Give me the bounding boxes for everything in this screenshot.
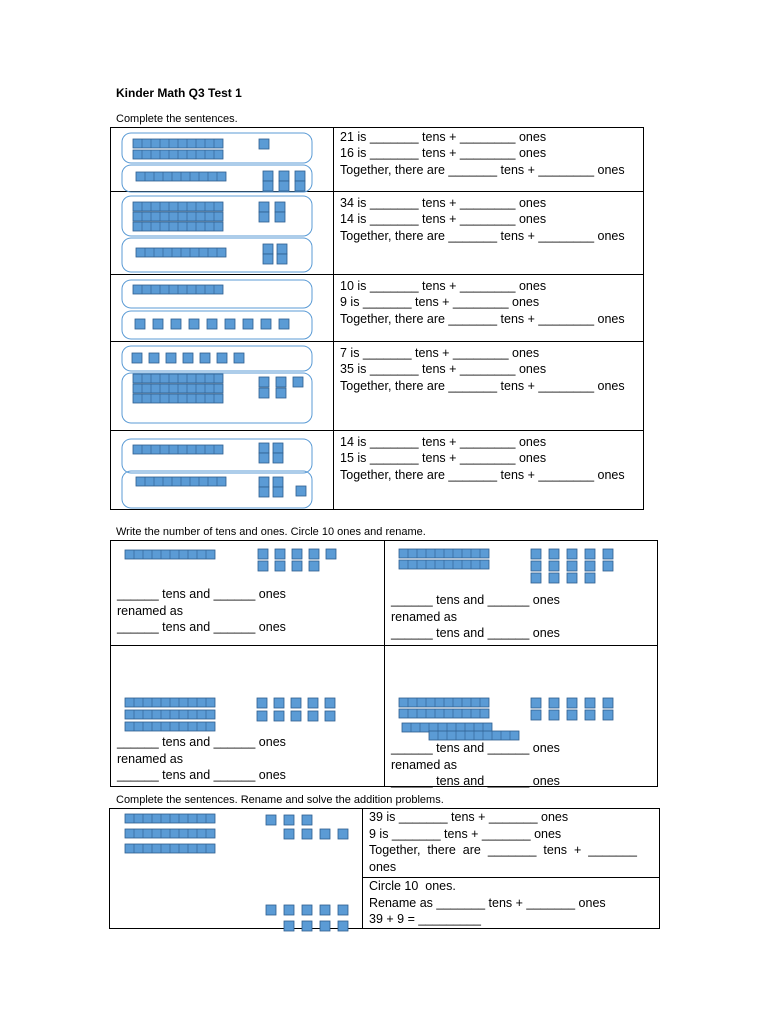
one-cube [217,353,227,363]
section1-table [110,127,644,510]
sentence-line: 14 is _______ tens + ________ ones [340,435,547,449]
sentence-row-4 [334,342,643,394]
one-cube [257,711,267,721]
one-cube [277,254,287,264]
sentence-row-1 [334,128,643,178]
one-cube [603,698,613,708]
one-cube [266,815,276,825]
one-cube [273,477,283,487]
one-cube [284,905,294,915]
one-cube [284,829,294,839]
section2-instruction: Write the number of tens and ones. Circle 10 ones and rename. [116,526,426,538]
sentence-line: Together, there are _______ tens + ________ ones [340,467,625,482]
one-cube [135,319,145,329]
rename-line: ______ tens and ______ ones [391,593,560,607]
rename-line: ______ tens and ______ ones [117,735,286,749]
one-cube [567,698,577,708]
one-cube [259,388,269,398]
one-cube [259,477,269,487]
sentence-line: Circle 10 ones. [369,879,456,893]
sentence-line: 9 is _______ tens + _______ ones [369,826,562,841]
one-cube [275,561,285,571]
one-cube [603,710,613,720]
sentence-line: 9 is _______ tens + ________ ones [340,295,540,310]
one-cube [293,377,303,387]
one-cube [585,573,595,583]
sentence-row-2 [334,192,643,244]
one-cube [275,549,285,559]
rename-line: renamed as [391,609,458,624]
sentence-line: 10 is _______ tens + ________ ones [340,279,547,293]
sentence-line: Rename as _______ tens + _______ ones [369,895,606,910]
one-cube [257,698,267,708]
one-cube [276,377,286,387]
one-cube [302,921,312,931]
one-cube [603,549,613,559]
one-cube [302,815,312,825]
sentence-line: Together, there are _______ tens + ________ ones [340,311,625,326]
section3-instruction: Complete the sentences. Rename and solve the addition problems. [116,794,444,806]
one-cube [292,561,302,571]
one-cube [259,453,269,463]
one-cube [132,353,142,363]
one-cube [274,698,284,708]
one-cube [295,181,305,191]
rename-cell-4 [391,740,560,790]
one-cube [338,905,348,915]
one-cube [166,353,176,363]
one-cube [567,573,577,583]
one-cube [261,319,271,329]
one-cube [277,244,287,254]
one-cube [259,377,269,387]
one-cube [259,487,269,497]
one-cube [258,549,268,559]
sentence-line: 21 is _______ tens + ________ ones [340,130,547,144]
addition-sentences [369,809,657,875]
section1-instruction: Complete the sentences. [116,113,238,125]
rename-line: renamed as [391,757,458,772]
one-cube [338,921,348,931]
rename-line: ______ tens and ______ ones [117,620,286,634]
one-cube [549,698,559,708]
one-cube [243,319,253,329]
rename-line: ______ tens and ______ ones [391,774,560,788]
one-cube [259,212,269,222]
section3-box [109,808,660,929]
rename-line: renamed as [117,603,184,618]
grouping-oval [122,439,312,473]
one-cube [273,453,283,463]
one-cube [279,181,289,191]
one-cube [320,829,330,839]
one-cube [567,710,577,720]
rename-line: ______ tens and ______ ones [391,741,560,755]
one-cube [273,487,283,497]
one-cube [279,171,289,181]
one-cube [325,698,335,708]
one-cube [292,549,302,559]
one-cube [549,710,559,720]
sentence-line: 34 is _______ tens + ________ ones [340,196,547,210]
one-cube [531,549,541,559]
one-cube [259,139,269,149]
one-cube [308,711,318,721]
rename-line: renamed as [117,751,184,766]
one-cube [531,698,541,708]
sentence-line: Together, there are _______ tens + _______ [369,843,637,857]
sentence-line: 39 + 9 = _________ [369,912,481,926]
sentence-line: 14 is _______ tens + ________ ones [340,212,547,227]
one-cube [326,549,336,559]
one-cube [531,573,541,583]
one-cube [549,561,559,571]
sentence-line: 16 is _______ tens + ________ ones [340,146,547,161]
one-cube [189,319,199,329]
one-cube [549,549,559,559]
one-cube [338,829,348,839]
sentence-line: 15 is _______ tens + ________ ones [340,451,547,466]
grouping-oval [122,471,312,508]
one-cube [585,549,595,559]
sentence-line: ones [369,859,397,874]
one-cube [234,353,244,363]
one-cube [291,698,301,708]
one-cube [275,202,285,212]
rename-and-solve [369,878,606,928]
one-cube [263,244,273,254]
sentence-row-3 [334,275,643,327]
one-cube [263,171,273,181]
one-cube [183,353,193,363]
one-cube [276,388,286,398]
sentence-line: Together, there are _______ tens + ________ ones [340,378,625,393]
one-cube [302,829,312,839]
one-cube [295,171,305,181]
one-cube [309,549,319,559]
one-cube [567,561,577,571]
one-cube [585,710,595,720]
rename-cell-2 [391,592,560,642]
rename-line: ______ tens and ______ ones [117,587,286,601]
rename-cell-3 [117,734,286,784]
one-cube [153,319,163,329]
one-cube [585,698,595,708]
one-cube [302,905,312,915]
one-cube [259,202,269,212]
one-cube [275,212,285,222]
one-cube [200,353,210,363]
one-cube [549,573,559,583]
one-cube [567,549,577,559]
sentence-line: 39 is _______ tens + _______ ones [369,810,569,824]
one-cube [284,921,294,931]
one-cube [603,561,613,571]
sentence-line: Together, there are _______ tens + ________ ones [340,228,625,243]
one-cube [284,815,294,825]
one-cube [585,561,595,571]
one-cube [531,710,541,720]
one-cube [266,905,276,915]
one-cube [296,486,306,496]
one-cube [291,711,301,721]
one-cube [171,319,181,329]
page-title: Kinder Math Q3 Test 1 [116,86,242,100]
sentence-row-5 [334,431,643,483]
one-cube [259,443,269,453]
one-cube [325,711,335,721]
rename-line: ______ tens and ______ ones [391,626,560,640]
one-cube [149,353,159,363]
sentence-line: Together, there are _______ tens + ________ ones [340,162,625,177]
rename-line: ______ tens and ______ ones [117,768,286,782]
one-cube [273,443,283,453]
one-cube [308,698,318,708]
sentence-line: 35 is _______ tens + ________ ones [340,362,547,377]
one-cube [263,254,273,264]
one-cube [309,561,319,571]
one-cube [279,319,289,329]
section2-grid [110,540,658,787]
one-cube [263,181,273,191]
one-cube [320,905,330,915]
one-cube [531,561,541,571]
rename-cell-1 [117,586,286,636]
one-cube [225,319,235,329]
one-cube [274,711,284,721]
one-cube [320,921,330,931]
one-cube [258,561,268,571]
one-cube [207,319,217,329]
sentence-line: 7 is _______ tens + ________ ones [340,346,540,360]
